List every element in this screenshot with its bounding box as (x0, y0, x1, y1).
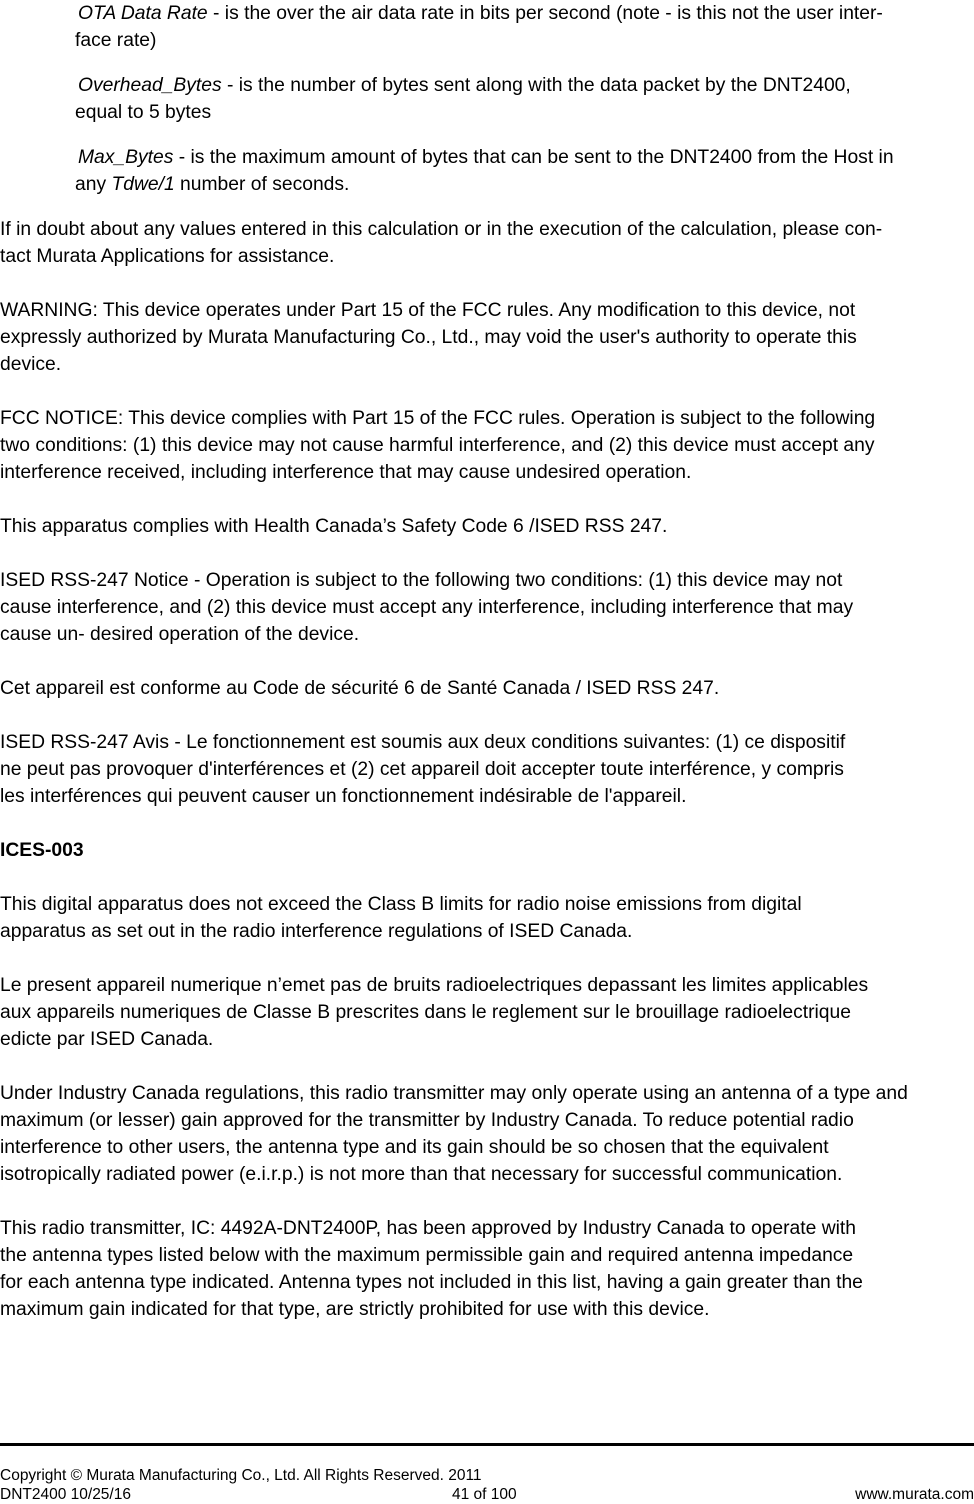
paragraph-assistance: If in doubt about any values entered in this calculation or in the execution of the calculation, please con- tact Murata Applications for assistance. (0, 219, 883, 267)
page-footer (0, 1466, 974, 1504)
definition-term: OTA Data Rate (78, 3, 208, 24)
section-heading-ices-003: ICES-003 (0, 840, 84, 861)
definition-inline-term: Tdwe/1 (111, 174, 175, 195)
definition-line: equal to 5 bytes (75, 102, 212, 123)
paragraph-transmitter-approval: This radio transmitter, IC: 4492A-DNT2400P, has been approved by Industry Canada to operate with the antenna types listed below with the maximum permissible gain and required antenna impedance for each antenna type indicated. Antenna types not included in this list, having a gain greater than the maximum gain indicated for that type, are strictly prohibited for use with this device. (0, 1218, 863, 1320)
definition-text: number of seconds. (174, 174, 350, 195)
definition-list (75, 0, 965, 216)
paragraph-health-canada: This apparatus complies with Health Canada’s Safety Code 6 /ISED RSS 247. (0, 516, 668, 537)
paragraph-classe-b-fr: Le present appareil numerique n’emet pas de bruits radioelectriques depassant les limites applicables aux appareils numeriques de Classe B prescrites dans le reglement sur le brouillage radioelectrique edicte par ISED Canada. (0, 975, 869, 1050)
definition-ota-data-rate (75, 0, 965, 54)
footer-row (0, 1485, 974, 1504)
footer-divider (0, 1443, 974, 1446)
definition-text: - is the number of bytes sent along with the data packet by the DNT2400, (221, 75, 851, 96)
footer-page-number: 41 of 100 (452, 1486, 517, 1503)
definition-text: any (75, 174, 112, 195)
definition-term: Max_Bytes (78, 147, 174, 168)
paragraph-sante-canada: Cet appareil est conforme au Code de sécurité 6 de Santé Canada / ISED RSS 247. (0, 678, 720, 699)
definition-line: face rate) (75, 30, 157, 51)
footer-url: www.murata.com (855, 1486, 974, 1503)
definition-text: - is the maximum amount of bytes that can be sent to the DNT2400 from the Host in (173, 147, 894, 168)
definition-term: Overhead_Bytes (78, 75, 222, 96)
paragraph-antenna-regulations: Under Industry Canada regulations, this radio transmitter may only operate using an antenna of a type and maximum (or lesser) gain approved for the transmitter by Industry Canada. To reduce potential radio interference to other users, the antenna type and its gain should be so chosen that the equivalent isotropically radiated power (e.i.r.p.) is not more than that necessary for successful communication. (0, 1083, 908, 1185)
definition-line (75, 0, 965, 27)
definition-line (75, 171, 965, 198)
footer-copyright: Copyright © Murata Manufacturing Co., Ltd. All Rights Reserved. 2011 (0, 1467, 482, 1484)
definition-line (75, 144, 965, 171)
definition-overhead-bytes (75, 72, 965, 126)
footer-doc-id: DNT2400 10/25/16 (0, 1486, 131, 1503)
paragraph-fcc-warning: WARNING: This device operates under Part 15 of the FCC rules. Any modification to this device, not expressly authorized by Murata Manufacturing Co., Ltd., may void the user's authority to operate this device. (0, 300, 857, 375)
paragraph-fcc-notice: FCC NOTICE: This device complies with Part 15 of the FCC rules. Operation is subject to the following two conditions: (1) this device may not cause harmful interference, and (2) this device must accept any interference received, including interference that may cause undesired operation. (0, 408, 876, 483)
paragraph-ised-avis: ISED RSS-247 Avis - Le fonctionnement est soumis aux deux conditions suivantes: (1) ce dispositif ne peut pas provoquer d'interférences et (2) cet appareil doit accepter toute interférence, y compris les interférences qui peuvent causer un fonctionnement indésirable de l'appareil. (0, 732, 846, 807)
footer-row (0, 1466, 974, 1485)
definition-line (75, 72, 965, 99)
paragraph-ised-notice: ISED RSS-247 Notice - Operation is subject to the following two conditions: (1) this device may not cause interference, and (2) this device must accept any interference, including interference that may cause un- desired operation of the device. (0, 570, 854, 645)
definition-text: - is the over the air data rate in bits per second (note - is this not the user inter- (207, 3, 883, 24)
definition-max-bytes (75, 144, 965, 198)
body-text (0, 216, 970, 1350)
paragraph-class-b: This digital apparatus does not exceed the Class B limits for radio noise emissions from digital apparatus as set out in the radio interference regulations of ISED Canada. (0, 894, 802, 942)
